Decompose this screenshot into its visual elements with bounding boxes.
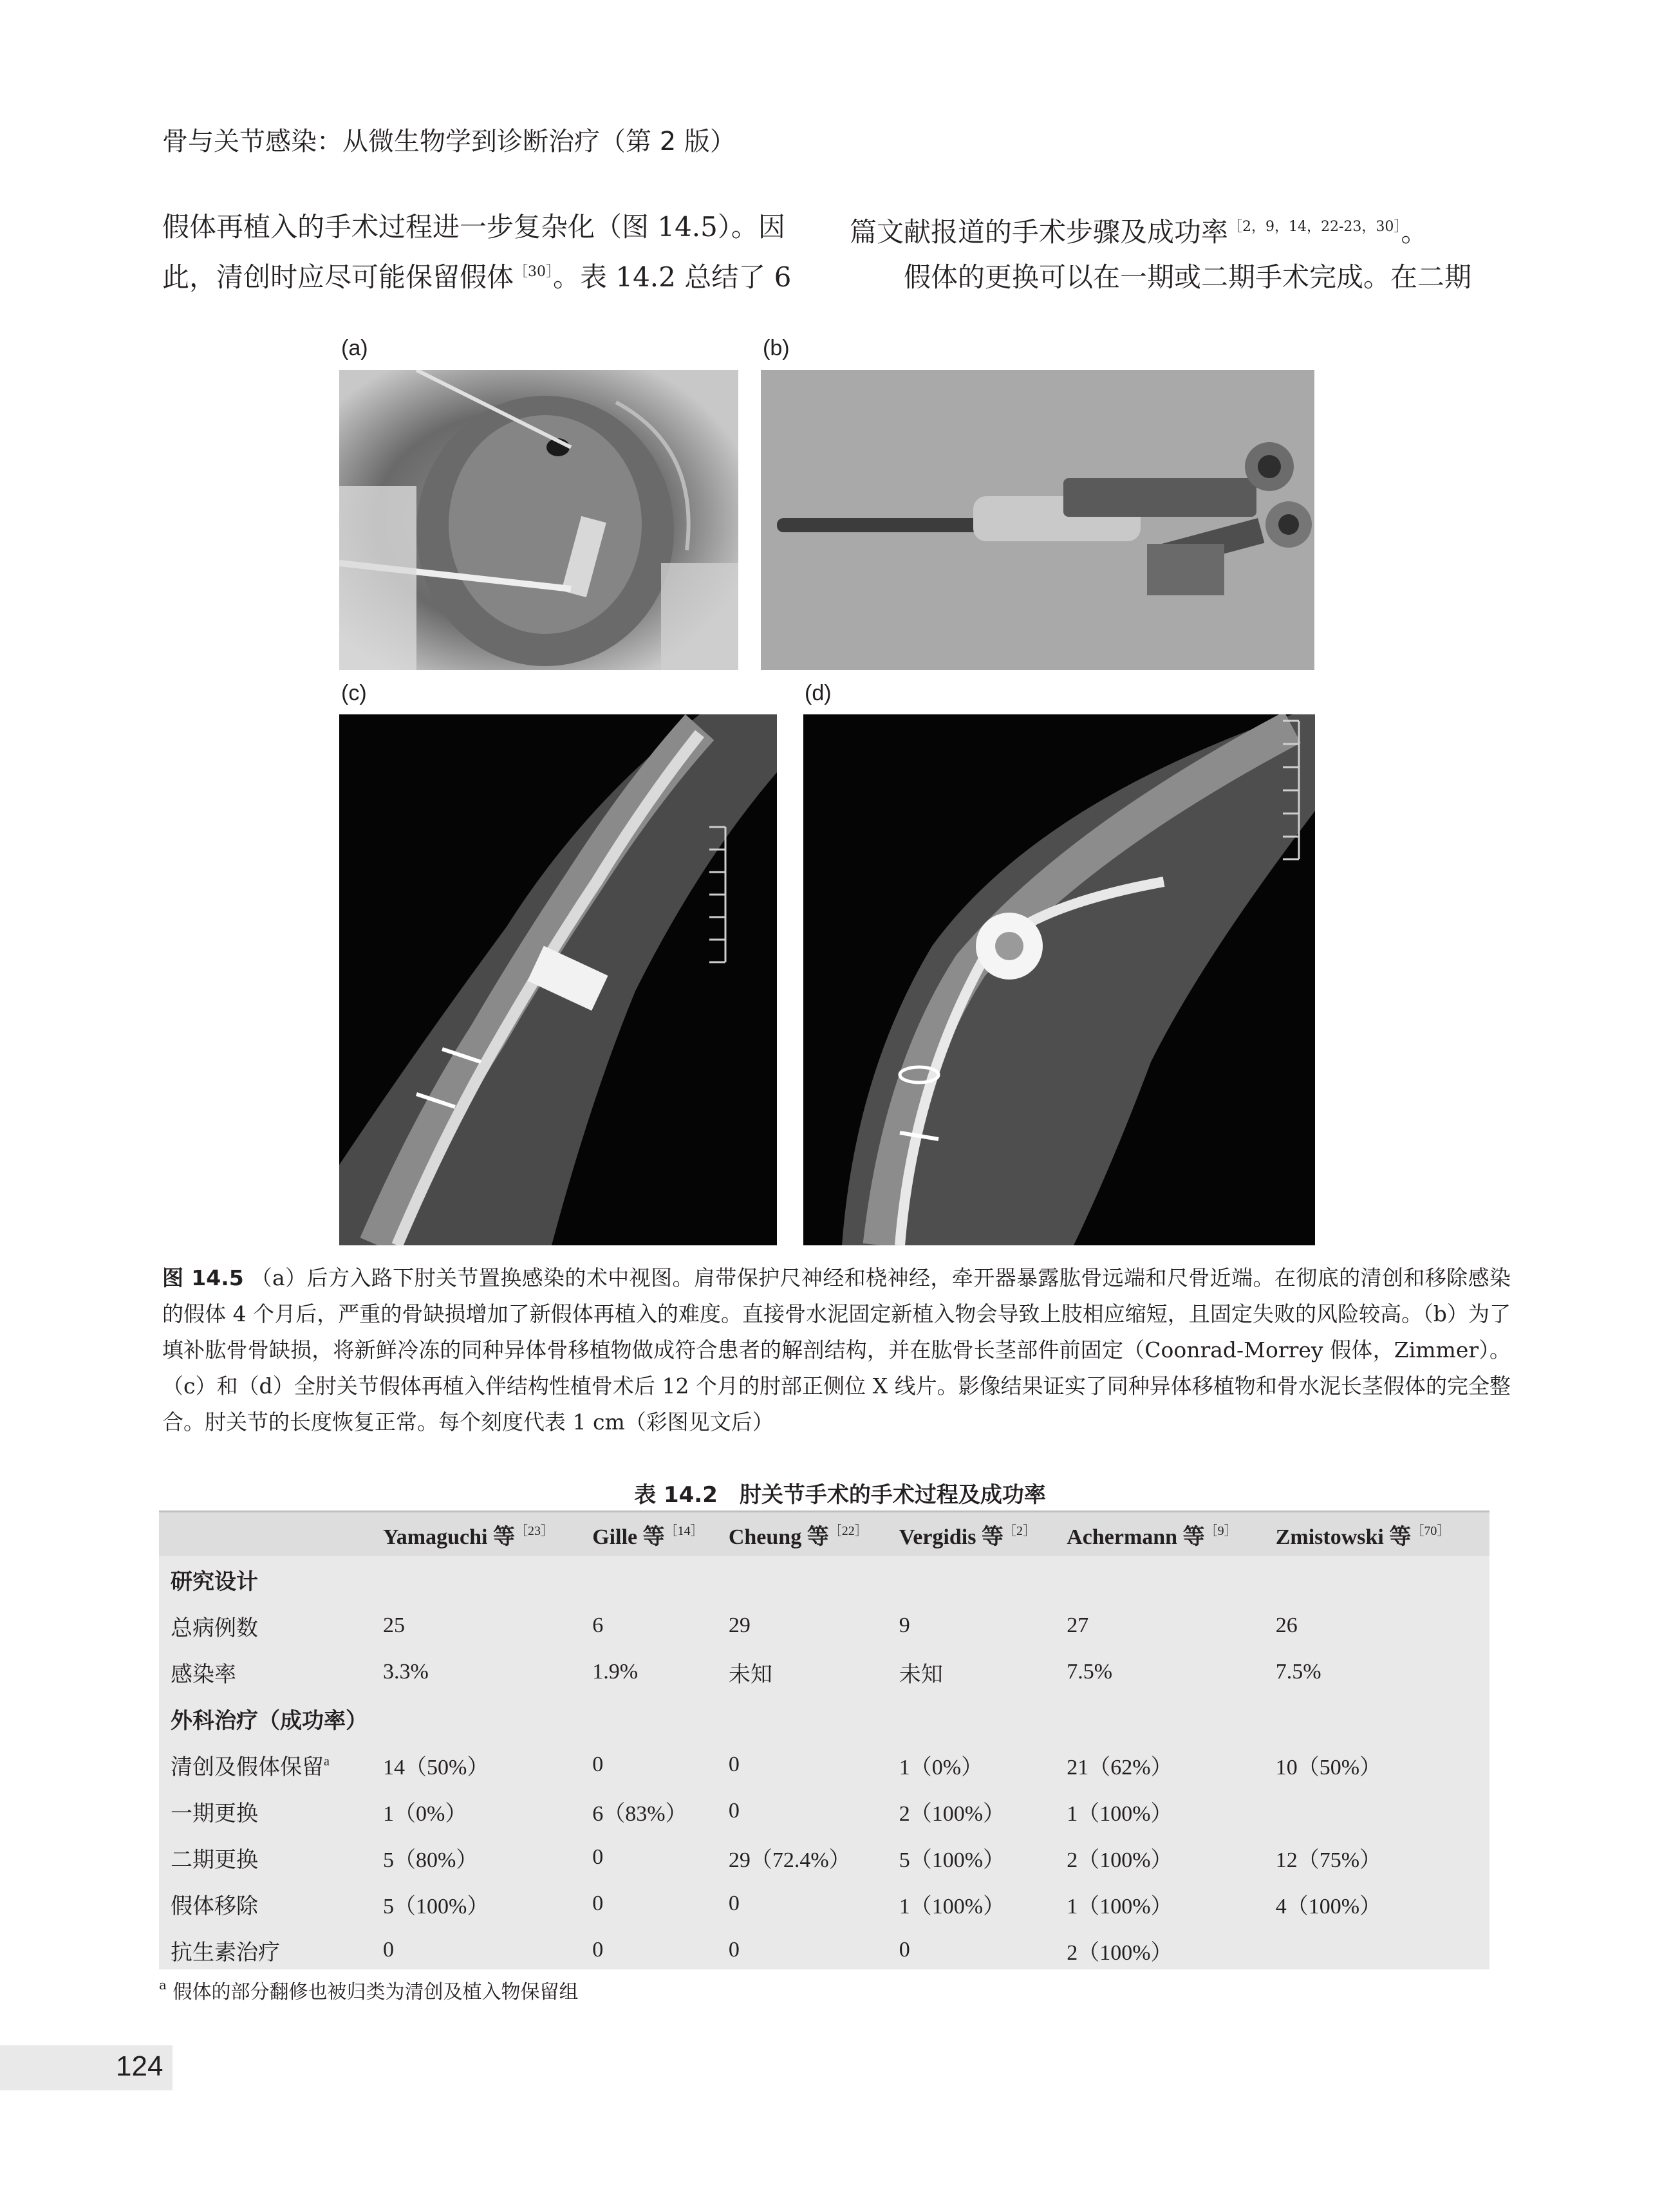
figure-label-a: (a) [341, 336, 368, 360]
table-row: 假体移除 5（100%） 0 0 1（100%） 1（100%） 4（100%） [171, 1891, 1382, 1919]
body-line: 假体的更换可以在一期或二期手术完成。在二期 [904, 261, 1472, 293]
citation: ［2，9，14，22-23，30］ [1228, 219, 1401, 235]
body-text-right [850, 205, 1471, 300]
table-row: 感染率 3.3% 1.9% 未知 未知 7.5% 7.5% [171, 1660, 1321, 1687]
running-header: 骨与关节感染：从微生物学到诊断治疗（第 2 版） [162, 127, 736, 156]
figure-caption-text: （a）后方入路下肘关节置换感染的术中视图。肩带保护尺神经和桡神经，牵开器暴露肱骨远端和尺骨近端。在彻底的清创和移除感染的假体 4 个月后，严重的骨缺损增加了新假体再植入的难度。直接骨水泥固定新植入物会导致上肢相应缩短，且固定失败的风险较高。（b）为了填补肱骨骨缺损，将新鲜冷冻的同种异体骨移植物做成符合患者的解剖结构，并在肱骨长茎部件前固定（Coonrad-Morrey 假体，Zimmer）。（c）和（d）全肘关节假体再植入伴结构性植骨术后 12 个月的肘部正侧位 X 线片。影像结果证实了同种异体移植物和骨水泥长茎假体的完全整合。肘关节的长度恢复正常。每个刻度代表 1 cm（彩图见文后） [162, 1265, 1511, 1435]
table-header-cell: Gille 等$^{[14]}$ [592, 1512, 729, 1556]
table-header-row [159, 1512, 1489, 1556]
row-footnote-marker: a [324, 1754, 330, 1769]
table-header-cell: Cheung 等$^{[22]}$ [729, 1512, 899, 1556]
figure-label-b: (b) [763, 336, 790, 360]
table-row: 抗生素治疗 0 0 0 0 2（100%） [171, 1938, 1173, 1965]
footnote-marker: a [159, 1977, 167, 1993]
table-header-cell: Vergidis 等$^{[2]}$ [899, 1512, 1067, 1556]
table-header-cell: Zmistowski 等$^{[70]}$ [1276, 1512, 1489, 1556]
figure-label-d: (d) [805, 681, 832, 705]
table-header-cell: Yamaguchi 等$^{[23]}$ [383, 1512, 592, 1556]
table-header-cell [159, 1512, 383, 1556]
table-section-row: 外科治疗（成功率） [171, 1707, 368, 1734]
intraoperative-photo [339, 370, 738, 670]
table-row: 清创及假体保留$^a$ 14（50%） 0 0 1（0%） 21（62%） 10（50%） [171, 1752, 1382, 1780]
xray-lateral-view [803, 714, 1315, 1245]
figure-label-c: (c) [341, 681, 367, 705]
implant-photo [761, 370, 1314, 670]
figure-caption [162, 1260, 1511, 1440]
table-header-cell: Achermann 等$^{[9]}$ [1067, 1512, 1276, 1556]
xray-ap-view [339, 714, 777, 1245]
body-text-left [162, 205, 791, 300]
figure-caption-label: 图 14.5 [162, 1265, 244, 1290]
table-section-row: 研究设计 [171, 1568, 258, 1595]
table-row: 二期更换 5（80%） 0 29（72.4%） 5（100%） 2（100%） 12（75%） [171, 1845, 1382, 1872]
table-row: 一期更换 1（0%） 6（83%） 0 2（100%） 1（100%） [171, 1799, 1173, 1826]
body-line: 此，清创时应尽可能保留假体$^{[30]}$。表 14.2 总结了 6 [162, 261, 792, 293]
table-row: 总病例数 25 6 29 9 27 26 [171, 1613, 1298, 1640]
page-number: 124 [116, 2050, 163, 2082]
data-table [159, 1510, 1489, 1969]
body-line: 篇文献报道的手术步骤及成功率$^{[2,9,14,22-23,30]}$。 [850, 216, 1428, 248]
table-footnote: $^a$ 假体的部分翻修也被归类为清创及植入物保留组 [159, 1977, 579, 2003]
body-line: 假体再植入的手术过程进一步复杂化（图 14.5）。因 [162, 211, 785, 243]
citation: ［30］ [514, 264, 554, 280]
table-title: 表 14.2 肘关节手术的手术过程及成功率 [634, 1482, 1046, 1508]
